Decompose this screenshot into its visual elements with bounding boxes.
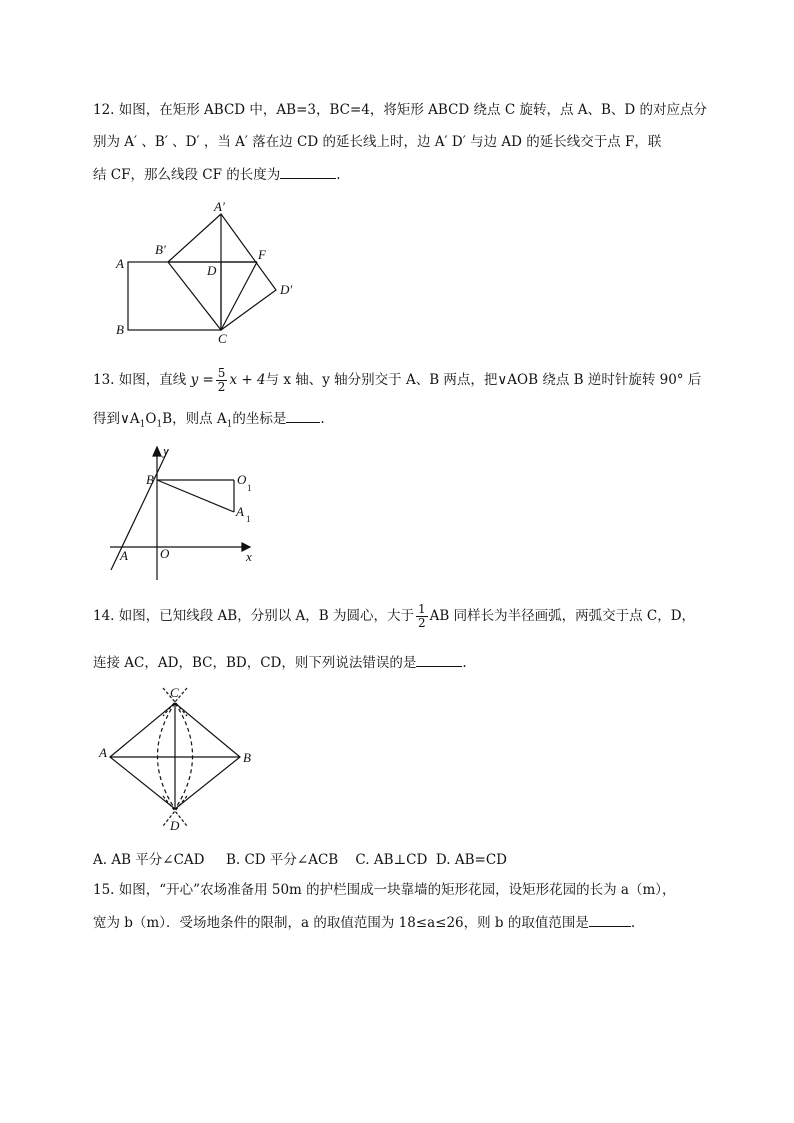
q13-label-O1-sub: 1 <box>247 483 252 493</box>
q12-label-B-prime: B′ <box>155 242 166 257</box>
q12-label-A: A <box>116 256 124 271</box>
q14-answer-blank[interactable] <box>416 652 462 667</box>
q13-line1-post: 与 x 轴、y 轴分别交于 A、B 两点，把∨AOB 绕点 B 逆时针旋转 90° 后 <box>265 372 702 388</box>
q12-label-A-prime: A′ <box>214 199 225 214</box>
q14-options: A. AB 平分∠CAD B. CD 平分∠ACB C. AB⊥CD D. AB=CD <box>93 852 507 868</box>
q13-period: . <box>320 411 325 427</box>
q13-line2-mid2: B，则点 A <box>162 411 227 427</box>
q13-sub1: 1 <box>139 419 146 430</box>
q12-text-line3 <box>93 164 713 185</box>
q15-line2-content: 宽为 b（m）．受场地条件的限制，a 的取值范围为 18≤a≤26，则 b 的取值范围是 <box>93 915 589 931</box>
q13-text-line1 <box>93 366 713 394</box>
q13-text-line2 <box>93 408 713 435</box>
q14-label-D: D <box>170 818 180 833</box>
q13-line2-pre: 得到∨A <box>93 411 140 427</box>
q13-label-A1-sub: 1 <box>246 514 251 524</box>
q12-label-B: B <box>116 322 124 337</box>
q13-label-x: x <box>246 549 252 564</box>
q14-text-line2 <box>93 652 713 673</box>
q13-figure <box>100 440 270 580</box>
q13-answer-blank[interactable] <box>286 408 320 423</box>
q12-answer-blank[interactable] <box>280 164 336 179</box>
q13-label-O: O <box>160 546 170 561</box>
q13-label-y: y <box>163 443 169 458</box>
q13-line2-post: 的坐标是 <box>232 411 287 427</box>
q14-text-line1 <box>93 602 713 630</box>
q12-label-D: D <box>207 263 217 278</box>
q13-prefix: 13. 如图，直线 <box>93 372 187 388</box>
q12-figure <box>110 195 310 350</box>
q14-label-C: C <box>170 685 179 700</box>
q12-label-F: F <box>258 247 266 262</box>
q15-text-line2 <box>93 912 713 933</box>
q12-text-line2: 别为 A′ 、B′ 、D′ ，当 A′ 落在边 CD 的延长线上时，边 A′ D′ 与边 AD 的延长线交于点 F，联 <box>93 134 662 150</box>
q14-line2-content: 连接 AC，AD，BC，BD，CD，则下列说法错误的是 <box>93 655 417 671</box>
q13-frac-den: 2 <box>217 380 226 394</box>
q13-eq-rhs: x + 4 <box>229 372 266 388</box>
q13-sub3: 1 <box>226 419 233 430</box>
q14-figure <box>95 680 265 835</box>
q13-label-A: A <box>120 548 128 563</box>
q13-label-B: B <box>146 472 154 487</box>
q13-fraction <box>216 367 228 394</box>
q14-label-B: B <box>243 750 251 765</box>
q13-sub2: 1 <box>156 419 163 430</box>
q12-label-C: C <box>218 331 227 346</box>
q15-text-line1: 15. 如图，“开心”农场准备用 50m 的护栏围成一块靠墙的矩形花园，设矩形花园的长为 a（m）， <box>93 882 676 898</box>
q14-line1-post: AB 同样长为半径画弧，两弧交于点 C，D， <box>429 608 696 624</box>
q12-label-D-prime: D′ <box>280 282 293 297</box>
q14-line1-pre: 14. 如图，已知线段 AB，分别以 A，B 为圆心，大于 <box>93 608 414 624</box>
q13-eq-lhs: y = <box>190 372 214 388</box>
q13-line2-mid: O <box>145 411 157 427</box>
q15-answer-blank[interactable] <box>589 912 631 927</box>
q12-period: . <box>336 167 341 183</box>
q13-frac-num: 5 <box>217 366 226 380</box>
q15-period: . <box>630 915 636 931</box>
q14-frac-den: 2 <box>417 616 426 630</box>
q14-period: . <box>462 655 467 671</box>
q12-text-line3-content: 结 CF，那么线段 CF 的长度为 <box>93 167 281 183</box>
q14-label-A: A <box>99 745 107 760</box>
q13-label-O1: O <box>237 472 247 487</box>
q12-text-line1: 12. 如图，在矩形 ABCD 中，AB=3，BC=4，将矩形 ABCD 绕点 C 旋转，点 A、B、D 的对应点分 <box>93 102 708 118</box>
q14-fraction <box>416 603 428 630</box>
q14-frac-num: 1 <box>417 602 426 616</box>
q13-label-A1: A <box>236 504 244 519</box>
